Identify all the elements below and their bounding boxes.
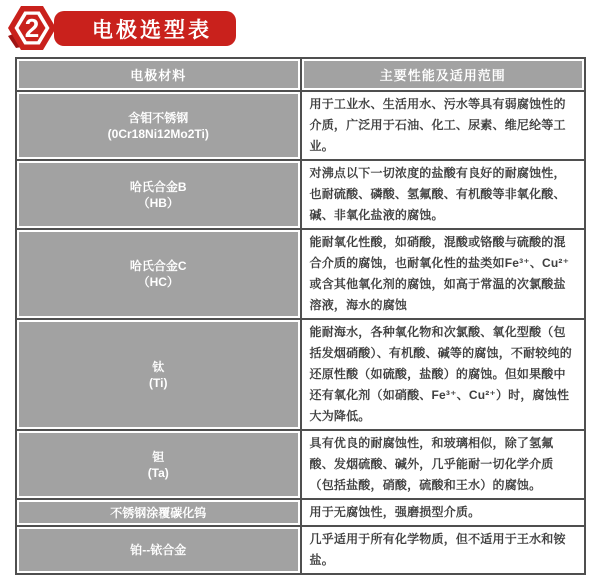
material-cell <box>16 499 301 526</box>
description-cell: 能耐氧化性酸，如硝酸，混酸或铬酸与硫酸的混合介质的腐蚀，也耐氧化性的盐类如Fe³⁺、Cu²⁺或含其他氧化剂的腐蚀，如高于常温的次氯酸盐溶液，海水的腐蚀 <box>301 229 586 319</box>
description-cell: 能耐海水，各种氧化物和次氯酸、氧化型酸（包括发烟硝酸）、有机酸、碱等的腐蚀，不耐较纯的还原性酸（如硫酸，盐酸）的腐蚀。但如果酸中还有氧化剂（如硝酸、Fe³⁺、Cu²⁺）时，腐蚀性大为降低。 <box>301 319 586 430</box>
material-code: （HB） <box>137 195 179 210</box>
material-code: （HC） <box>137 275 179 289</box>
electrode-selection-table <box>15 57 586 575</box>
material-name: 钛 <box>152 359 165 374</box>
table-row <box>16 319 585 430</box>
table-header-row <box>16 58 585 91</box>
table-row <box>16 229 585 319</box>
table-row <box>16 91 585 160</box>
description-cell: 用于工业水、生活用水、污水等具有弱腐蚀性的介质，广泛用于石油、化工、尿素、维尼纶等工业。 <box>301 91 586 160</box>
material-name: 不锈钢涂覆碳化钨 <box>110 505 207 520</box>
header-performance: 主要性能及适用范围 <box>301 58 586 91</box>
table-row <box>16 526 585 574</box>
table-row <box>16 160 585 229</box>
material-name: 钽 <box>152 449 165 464</box>
material-name: 含钼不锈钢 <box>128 110 189 125</box>
material-code: (Ti) <box>149 375 168 390</box>
material-cell <box>16 319 301 430</box>
description-cell: 用于无腐蚀性，强磨损型介质。 <box>301 499 586 526</box>
material-name: 哈氏合金B <box>129 179 187 194</box>
material-code: (Ta) <box>147 465 169 480</box>
table-row <box>16 430 585 499</box>
material-cell <box>16 229 301 319</box>
title-ribbon <box>54 11 236 46</box>
page-title: 电极选型表 <box>92 18 212 42</box>
table-row <box>16 499 585 526</box>
page-header <box>0 0 600 56</box>
material-cell <box>16 526 301 574</box>
material-name: 哈氏合金C <box>129 259 187 273</box>
description-cell: 具有优良的耐腐蚀性，和玻璃相似，除了氢氟酸、发烟硫酸、碱外，几乎能耐一切化学介质（包括盐酸，硝酸，硫酸和王水）的腐蚀。 <box>301 430 586 499</box>
description-cell: 对沸点以下一切浓度的盐酸有良好的耐腐蚀性，也耐硫酸、磷酸、氢氟酸、有机酸等非氧化酸、碱、非氧化盐液的腐蚀。 <box>301 160 586 229</box>
header-material: 电极材料 <box>16 58 301 91</box>
description-cell: 几乎适用于所有化学物质，但不适用于王水和铵盐。 <box>301 526 586 574</box>
section-number-badge <box>6 2 58 54</box>
material-code: (0Cr18Ni12Mo2Ti) <box>107 126 209 141</box>
material-cell <box>16 160 301 229</box>
material-cell <box>16 430 301 499</box>
material-cell <box>16 91 301 160</box>
material-name: 铂--铱合金 <box>130 543 187 557</box>
svg-text:2: 2 <box>24 13 40 43</box>
hexagon-badge-icon <box>6 2 58 54</box>
